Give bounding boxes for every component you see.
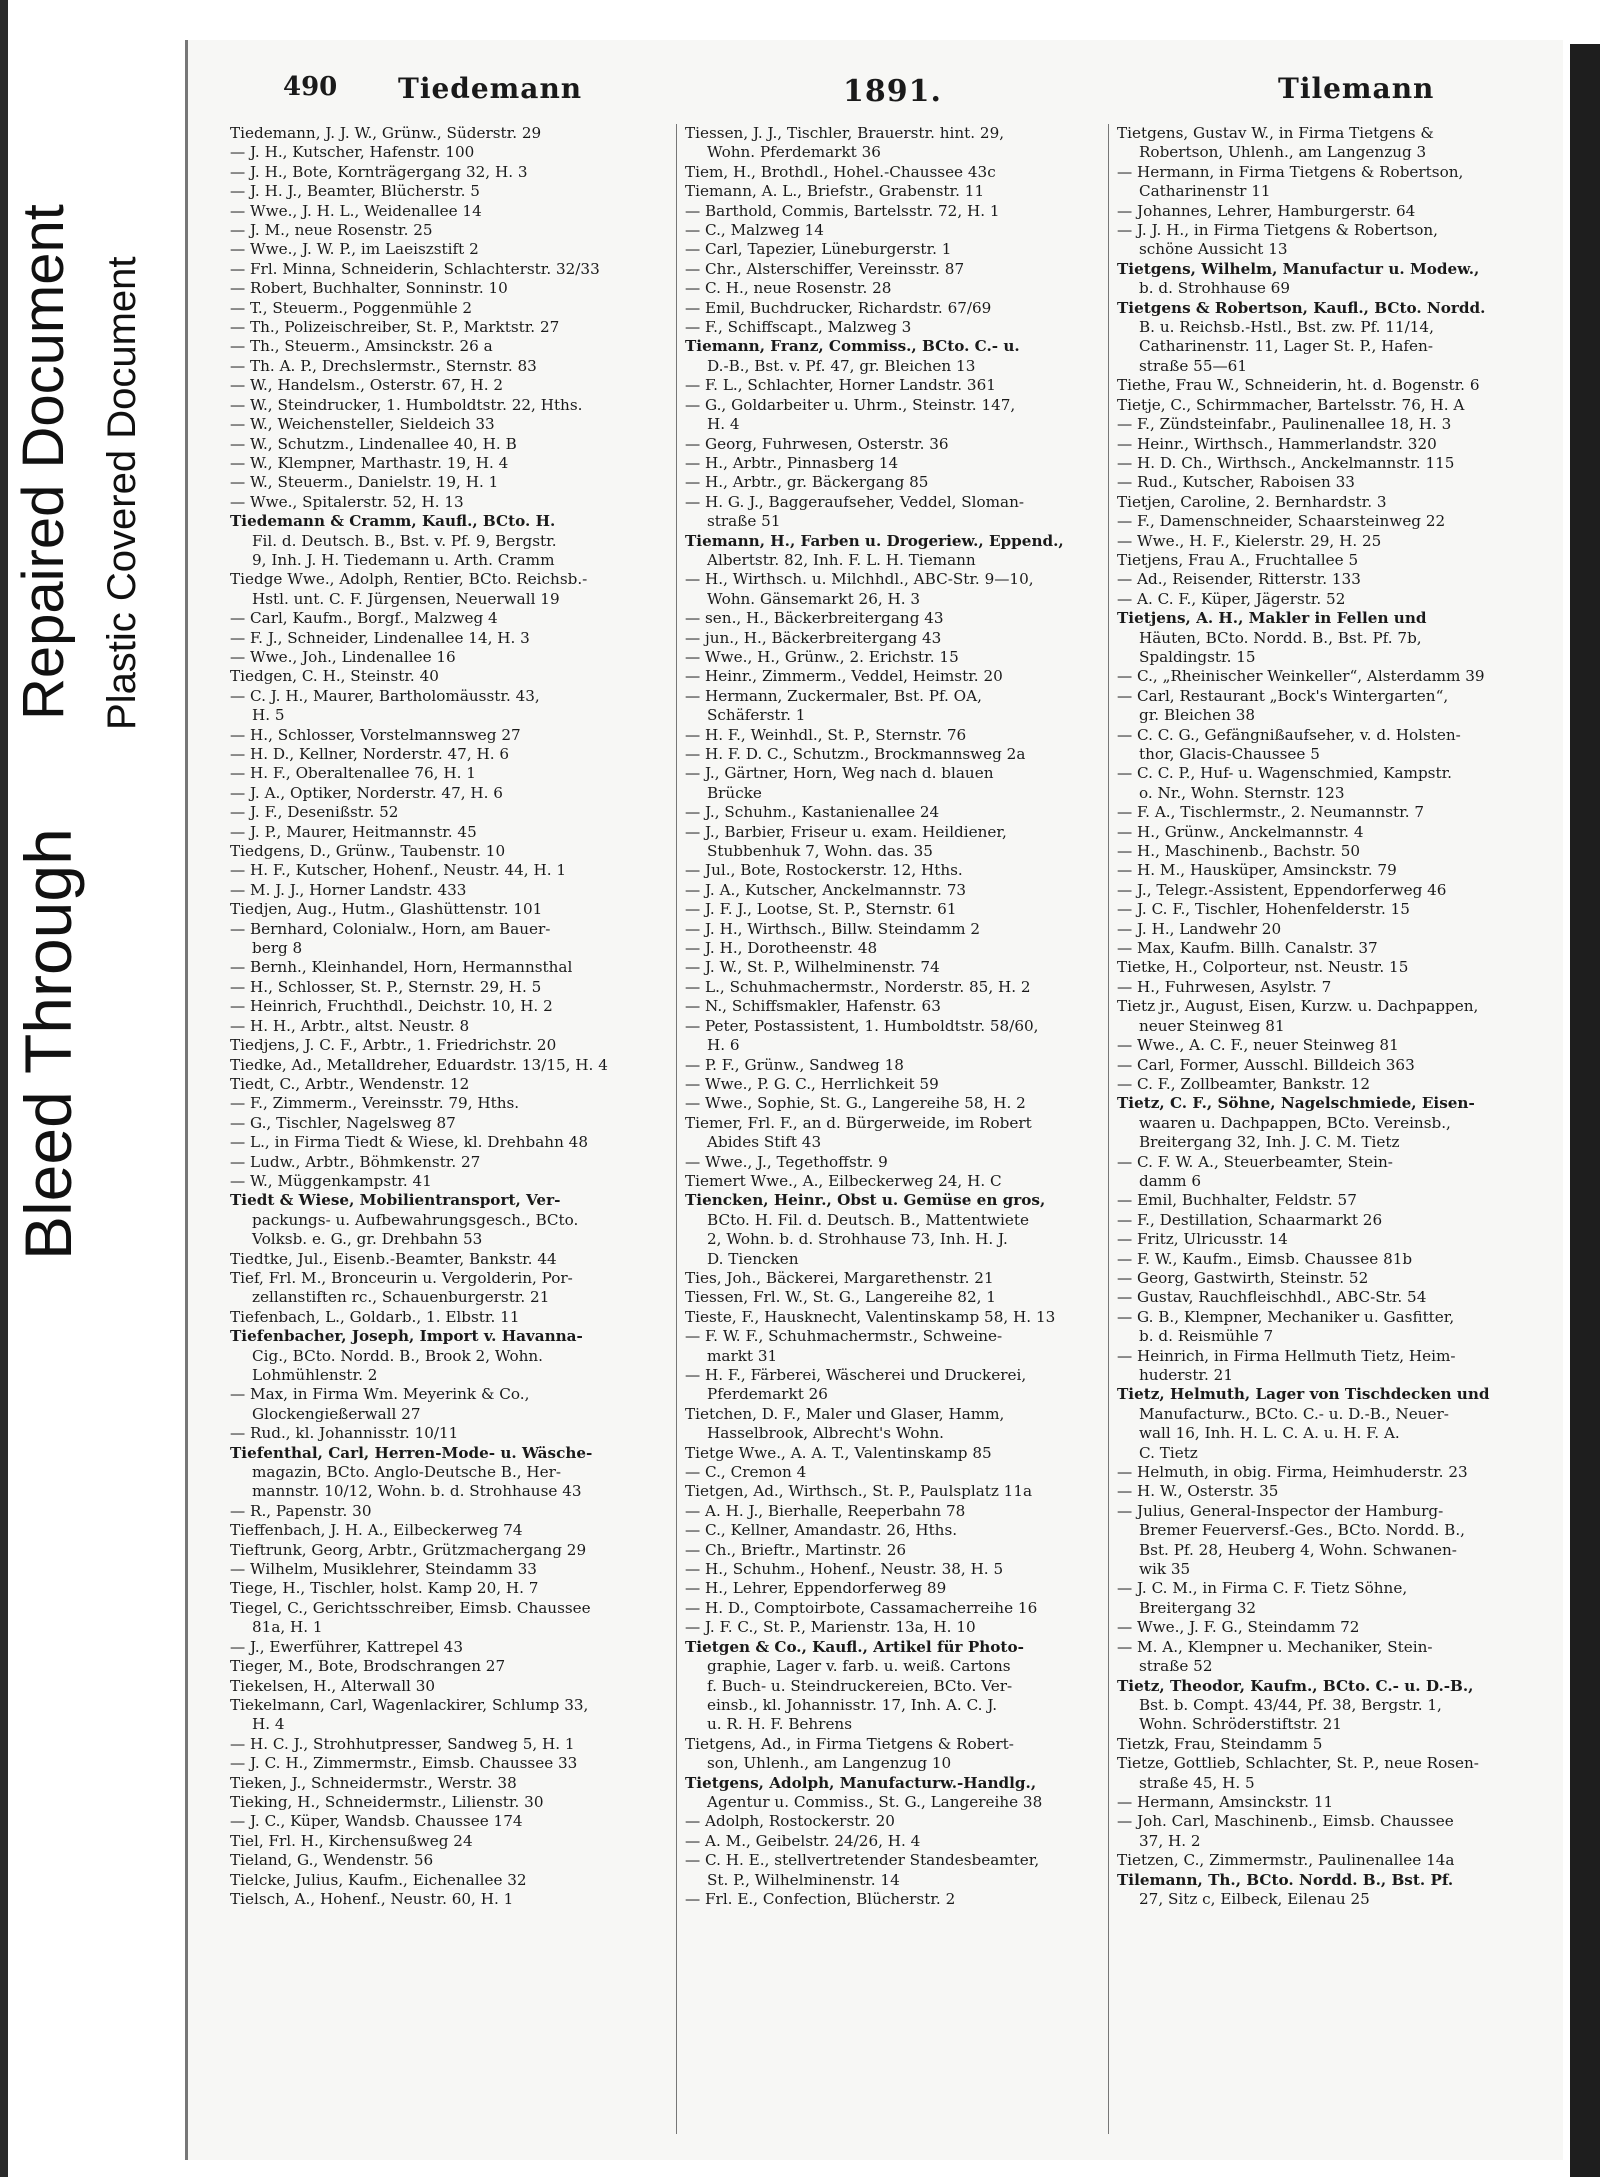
directory-entry-line: — G., Tischler, Nagelsweg 87 bbox=[230, 1113, 456, 1132]
directory-entry-line: D. Tiencken bbox=[707, 1249, 799, 1268]
directory-entry-line: Tietjen, Caroline, 2. Bernhardstr. 3 bbox=[1117, 492, 1387, 511]
directory-entry-line: straße 51 bbox=[707, 512, 781, 531]
directory-entry-line: — Max, in Firma Wm. Meyerink & Co., bbox=[230, 1385, 530, 1404]
directory-entry-line: — Peter, Postassistent, 1. Humboldtstr. 58/60, bbox=[685, 1016, 1039, 1035]
directory-entry-line: — Hermann, Zuckermaler, Bst. Pf. OA, bbox=[685, 686, 982, 705]
directory-entry-line: Tietgens, Wilhelm, Manufactur u. Modew., bbox=[1117, 259, 1480, 278]
directory-entry-line: — L., Schuhmachermstr., Norderstr. 85, H. 2 bbox=[685, 977, 1031, 996]
directory-entry-line: — C. F., Zollbeamter, Bankstr. 12 bbox=[1117, 1074, 1370, 1093]
directory-entry-line: — F. L., Schlachter, Horner Landstr. 361 bbox=[685, 376, 996, 395]
directory-entry-line: — Carl, Restaurant „Bock's Wintergarten“, bbox=[1117, 686, 1449, 705]
directory-entry-line: Tieking, H., Schneidermstr., Lilienstr. 30 bbox=[230, 1792, 544, 1811]
directory-entry-line: Tieland, G., Wendenstr. 56 bbox=[230, 1851, 434, 1870]
directory-entry-line: — H., Schuhm., Hohenf., Neustr. 38, H. 5 bbox=[685, 1560, 1004, 1579]
directory-entry-line: waaren u. Dachpappen, BCto. Vereinsb., bbox=[1139, 1113, 1451, 1132]
directory-page bbox=[185, 40, 1563, 2160]
directory-entry-line: — Rud., kl. Johannisstr. 10/11 bbox=[230, 1424, 459, 1443]
directory-entry-line: Tiem, H., Brothdl., Hohel.-Chaussee 43c bbox=[685, 162, 996, 181]
directory-entry-line: — Wwe., Spitalerstr. 52, H. 13 bbox=[230, 492, 464, 511]
directory-entry-line: Breitergang 32, Inh. J. C. M. Tietz bbox=[1139, 1133, 1400, 1152]
directory-entry-line: neuer Steinweg 81 bbox=[1139, 1016, 1285, 1035]
directory-entry-line: — jun., H., Bäckerbreitergang 43 bbox=[685, 628, 942, 647]
directory-entry-line: Tietgens & Robertson, Kaufl., BCto. Nordd. bbox=[1117, 298, 1486, 317]
header-right-catchword: Tilemann bbox=[1278, 72, 1435, 105]
directory-entry-line: — Jul., Bote, Rostockerstr. 12, Hths. bbox=[685, 861, 963, 880]
directory-entry-line: — J. M., neue Rosenstr. 25 bbox=[230, 221, 433, 240]
directory-entry-line: — Chr., Alsterschiffer, Vereinsstr. 87 bbox=[685, 259, 965, 278]
directory-entry-line: — H. F., Kutscher, Hohenf., Neustr. 44, H. 1 bbox=[230, 861, 567, 880]
directory-entry-line: — C. J. H., Maurer, Bartholomäusstr. 43, bbox=[230, 686, 540, 705]
directory-entry-line: Tiemert Wwe., A., Eilbeckerweg 24, H. C bbox=[685, 1171, 1002, 1190]
directory-entry-line: — Carl, Former, Ausschl. Billdeich 363 bbox=[1117, 1055, 1415, 1074]
directory-entry-line: Tietge Wwe., A. A. T., Valentinskamp 85 bbox=[685, 1443, 992, 1462]
directory-entry-line: Tietgens, Ad., in Firma Tietgens & Robert- bbox=[685, 1734, 1014, 1753]
directory-entry-line: — C. C. G., Gefängnißaufseher, v. d. Holsten- bbox=[1117, 725, 1461, 744]
directory-entry-line: Tilemann, Th., BCto. Nordd. B., Bst. Pf. bbox=[1117, 1870, 1454, 1889]
directory-entry-line: Pferdemarkt 26 bbox=[707, 1385, 828, 1404]
directory-entry-line: 27, Sitz c, Eilbeck, Eilenau 25 bbox=[1139, 1889, 1370, 1908]
directory-entry-line: Tietz, Helmuth, Lager von Tischdecken und bbox=[1117, 1385, 1490, 1404]
directory-entry-line: Tietje, C., Schirmmacher, Bartelsstr. 76, H. A bbox=[1117, 395, 1465, 414]
directory-entry-line: magazin, BCto. Anglo-Deutsche B., Her- bbox=[252, 1463, 562, 1482]
directory-entry-line: gr. Bleichen 38 bbox=[1139, 706, 1256, 725]
directory-entry-line: Robertson, Uhlenh., am Langenzug 3 bbox=[1139, 143, 1427, 162]
directory-entry-line: — J. W., St. P., Wilhelminenstr. 74 bbox=[685, 958, 940, 977]
directory-entry-line: — Hermann, in Firma Tietgens & Robertson, bbox=[1117, 162, 1464, 181]
directory-entry-line: — H. F., Färberei, Wäscherei und Druckerei, bbox=[685, 1366, 1027, 1384]
directory-entry-line: — Heinr., Zimmerm., Veddel, Heimstr. 20 bbox=[685, 667, 1003, 686]
directory-entry-line: BCto. H. Fil. d. Deutsch. B., Mattentwiete bbox=[707, 1210, 1029, 1229]
directory-entry-line: — Wwe., J. W. P., im Laeiszstift 2 bbox=[230, 240, 479, 259]
directory-entry-line: — P. F., Grünw., Sandweg 18 bbox=[685, 1055, 904, 1074]
column-3 bbox=[1108, 124, 1542, 2134]
directory-entry-line: — Georg, Gastwirth, Steinstr. 52 bbox=[1117, 1268, 1369, 1287]
directory-entry-line: — F. W. F., Schuhmachermstr., Schweine- bbox=[685, 1327, 1003, 1346]
directory-entry-line: — W., Steuerm., Danielstr. 19, H. 1 bbox=[230, 473, 499, 492]
directory-entry-line: Tiessen, Frl. W., St. G., Langereihe 82, 1 bbox=[685, 1288, 996, 1307]
directory-entry-line: — H., Arbtr., gr. Bäckergang 85 bbox=[685, 473, 929, 492]
directory-entry-line: f. Buch- u. Steindruckereien, BCto. Ver- bbox=[707, 1676, 1013, 1695]
directory-entry-line: Tiekelsen, H., Alterwall 30 bbox=[230, 1676, 436, 1695]
directory-entry-line: Tiedjens, J. C. F., Arbtr., 1. Friedrichstr. 20 bbox=[230, 1036, 557, 1055]
directory-entry-line: — Heinr., Wirthsch., Hammerlandstr. 320 bbox=[1117, 434, 1437, 453]
directory-entry-line: Bremer Feuerversf.-Ges., BCto. Nordd. B., bbox=[1139, 1521, 1465, 1540]
directory-entry-line: Tiegel, C., Gerichtsschreiber, Eimsb. Chaussee bbox=[230, 1598, 591, 1617]
directory-entry-line: — C. F. W. A., Steuerbeamter, Stein- bbox=[1117, 1152, 1393, 1171]
directory-entry-line: berg 8 bbox=[252, 939, 303, 958]
directory-entry-line: straße 45, H. 5 bbox=[1139, 1773, 1255, 1792]
directory-entry-line: Tiefenbacher, Joseph, Import v. Havanna- bbox=[230, 1327, 583, 1346]
directory-entry-line: — N., Schiffsmakler, Hafenstr. 63 bbox=[685, 997, 941, 1016]
directory-entry-line: — W., Handelsm., Osterstr. 67, H. 2 bbox=[230, 376, 504, 395]
directory-entry-line: — sen., H., Bäckerbreitergang 43 bbox=[685, 609, 944, 628]
directory-entry-line: — J., Ewerführer, Kattrepel 43 bbox=[230, 1637, 463, 1656]
directory-entry-line: Tiekelmann, Carl, Wagenlackirer, Schlump 33, bbox=[230, 1695, 589, 1714]
directory-entry-line: Tietgen & Co., Kaufl., Artikel für Photo- bbox=[685, 1637, 1024, 1656]
directory-entry-line: straße 52 bbox=[1139, 1657, 1213, 1676]
directory-entry-line: — Wwe., J. F. G., Steindamm 72 bbox=[1117, 1618, 1360, 1637]
directory-entry-line: — H., Schlosser, St. P., Sternstr. 29, H. 5 bbox=[230, 977, 542, 996]
directory-entry-line: — Heinrich, Fruchthdl., Deichstr. 10, H. 2 bbox=[230, 997, 553, 1016]
directory-entry-line: Tiel, Frl. H., Kirchensußweg 24 bbox=[230, 1831, 473, 1850]
directory-entry-line: — Carl, Tapezier, Lüneburgerstr. 1 bbox=[685, 240, 952, 259]
directory-entry-line: — H. C. J., Strohhutpresser, Sandweg 5, H. 1 bbox=[230, 1734, 575, 1753]
directory-entry-line: — H. W., Osterstr. 35 bbox=[1117, 1482, 1279, 1501]
directory-entry-line: — H. G. J., Baggeraufseher, Veddel, Sloman- bbox=[685, 492, 1024, 511]
directory-entry-line: — H., Lehrer, Eppendorferweg 89 bbox=[685, 1579, 947, 1598]
directory-entry-line: 81a, H. 1 bbox=[252, 1618, 323, 1637]
directory-entry-line: Tief, Frl. M., Bronceurin u. Vergolderin, Por- bbox=[230, 1268, 573, 1287]
directory-entry-line: — L., in Firma Tiedt & Wiese, kl. Drehbahn 48 bbox=[230, 1133, 589, 1152]
directory-entry-line: — J. C., Küper, Wandsb. Chaussee 174 bbox=[230, 1812, 523, 1831]
directory-entry-line: — R., Papenstr. 30 bbox=[230, 1501, 372, 1520]
directory-entry-line: — Th., Steuerm., Amsinckstr. 26 a bbox=[230, 337, 493, 356]
directory-entry-line: — Ludw., Arbtr., Böhmkenstr. 27 bbox=[230, 1152, 481, 1171]
page-number: 490 bbox=[283, 72, 338, 102]
label-bleed-through: Bleed Through bbox=[11, 828, 85, 1260]
directory-entry-line: — J. F., Desenißstr. 52 bbox=[230, 803, 399, 822]
directory-entry-line: — J. H., Landwehr 20 bbox=[1117, 919, 1282, 938]
directory-entry-line: — W., Schutzm., Lindenallee 40, H. B bbox=[230, 434, 517, 453]
directory-entry-line: — Ch., Brieftr., Martinstr. 26 bbox=[685, 1540, 907, 1559]
directory-entry-line: H. 6 bbox=[707, 1036, 740, 1055]
directory-entry-line: — F., Damenschneider, Schaarsteinweg 22 bbox=[1117, 512, 1446, 531]
directory-entry-line: — A. M., Geibelstr. 24/26, H. 4 bbox=[685, 1831, 921, 1850]
directory-entry-line: — F., Zimmerm., Vereinsstr. 79, Hths. bbox=[230, 1094, 520, 1113]
page-header bbox=[188, 68, 1563, 112]
directory-entry-line: markt 31 bbox=[707, 1346, 778, 1365]
directory-entry-line: Fil. d. Deutsch. B., Bst. v. Pf. 9, Bergstr. bbox=[252, 531, 557, 550]
directory-entry-line: Tietze, Gottlieb, Schlachter, St. P., neue Rosen- bbox=[1117, 1754, 1479, 1773]
directory-entry-line: b. d. Reismühle 7 bbox=[1139, 1327, 1274, 1346]
directory-entry-line: Tietgens, Gustav W., in Firma Tietgens & bbox=[1117, 124, 1434, 142]
label-plastic-covered-document: Plastic Covered Document bbox=[100, 256, 144, 730]
directory-entry-line: — Carl, Kaufm., Borgf., Malzweg 4 bbox=[230, 609, 498, 628]
directory-entry-line: — C. H., neue Rosenstr. 28 bbox=[685, 279, 892, 298]
directory-entry-line: — J. C. H., Zimmermstr., Eimsb. Chaussee 33 bbox=[230, 1754, 578, 1773]
directory-entry-line: St. P., Wilhelminenstr. 14 bbox=[707, 1870, 900, 1889]
directory-entry-line: — J. H., Dorotheenstr. 48 bbox=[685, 939, 878, 958]
directory-entry-line: Tiedtke, Jul., Eisenb.-Beamter, Bankstr. 44 bbox=[230, 1249, 557, 1268]
directory-entry-line: Lohmühlenstr. 2 bbox=[252, 1366, 378, 1384]
directory-entry-line: — A. H. J., Bierhalle, Reeperbahn 78 bbox=[685, 1501, 966, 1520]
directory-entry-line: — M. A., Klempner u. Mechaniker, Stein- bbox=[1117, 1637, 1433, 1656]
directory-entry-line: — H., Grünw., Anckelmannstr. 4 bbox=[1117, 822, 1364, 841]
directory-entry-line: Tieftrunk, Georg, Arbtr., Grützmachergang 29 bbox=[230, 1540, 587, 1559]
directory-entry-line: Tiemann, H., Farben u. Drogeriew., Eppend., bbox=[685, 531, 1064, 550]
directory-entry-line: Tielcke, Julius, Kaufm., Eichenallee 32 bbox=[230, 1870, 527, 1889]
directory-entry-line: Ties, Joh., Bäckerei, Margarethenstr. 21 bbox=[685, 1268, 994, 1287]
directory-entry-line: — H., Arbtr., Pinnasberg 14 bbox=[685, 453, 899, 472]
directory-entry-line: Tietjens, Frau A., Fruchtallee 5 bbox=[1117, 550, 1359, 569]
directory-entry-line: Tiemann, A. L., Briefstr., Grabenstr. 11 bbox=[685, 182, 985, 201]
directory-entry-line: — J. P., Maurer, Heitmannstr. 45 bbox=[230, 822, 477, 841]
directory-entry-line: Tietz, Theodor, Kaufm., BCto. C.- u. D.-B., bbox=[1117, 1676, 1474, 1695]
directory-entry-line: — J. F. J., Lootse, St. P., Sternstr. 61 bbox=[685, 900, 957, 919]
directory-entry-line: 9, Inh. J. H. Tiedemann u. Arth. Cramm bbox=[252, 550, 555, 569]
directory-entry-line: thor, Glacis-Chaussee 5 bbox=[1139, 745, 1320, 763]
directory-entry-line: — Wilhelm, Musiklehrer, Steindamm 33 bbox=[230, 1560, 537, 1579]
directory-entry-line: schöne Aussicht 13 bbox=[1139, 240, 1288, 259]
directory-entry-line: — H. D., Comptoirbote, Cassamacherreihe 16 bbox=[685, 1598, 1038, 1617]
directory-entry-line: Tietchen, D. F., Maler und Glaser, Hamm, bbox=[685, 1404, 1005, 1423]
directory-entry-line: Tietzk, Frau, Steindamm 5 bbox=[1117, 1734, 1323, 1753]
directory-entry-line: — W., Weichensteller, Sieldeich 33 bbox=[230, 415, 495, 434]
directory-entry-line: Stubbenhuk 7, Wohn. das. 35 bbox=[707, 842, 933, 861]
directory-entry-line: — Georg, Fuhrwesen, Osterstr. 36 bbox=[685, 434, 949, 453]
directory-entry-line: — Bernhard, Colonialw., Horn, am Bauer- bbox=[230, 919, 551, 938]
scan-edge-right-top bbox=[1570, 0, 1600, 44]
directory-entry-line: — J. A., Optiker, Norderstr. 47, H. 6 bbox=[230, 783, 503, 802]
directory-entry-line: huderstr. 21 bbox=[1139, 1366, 1234, 1384]
directory-entry-line: — Gustav, Rauchfleischhdl., ABC-Str. 54 bbox=[1117, 1288, 1427, 1307]
directory-entry-line: — J. H. J., Beamter, Blücherstr. 5 bbox=[230, 182, 480, 201]
directory-entry-line: b. d. Strohhause 69 bbox=[1139, 279, 1290, 298]
directory-entry-line: Tiedgen, C. H., Steinstr. 40 bbox=[230, 667, 439, 686]
directory-entry-line: — C. C. P., Huf- u. Wagenschmied, Kampstr. bbox=[1117, 764, 1452, 783]
directory-entry-line: — J., Barbier, Friseur u. exam. Heildiener, bbox=[685, 822, 1007, 841]
directory-entry-line: — J. C. M., in Firma C. F. Tietz Söhne, bbox=[1117, 1579, 1408, 1598]
directory-entry-line: u. R. H. F. Behrens bbox=[707, 1715, 853, 1734]
directory-entry-line: — J., Schuhm., Kastanienallee 24 bbox=[685, 803, 940, 822]
directory-entry-line: — M. J. J., Horner Landstr. 433 bbox=[230, 880, 467, 899]
directory-entry-line: — F., Zündsteinfabr., Paulinenallee 18, H. 3 bbox=[1117, 415, 1452, 434]
directory-entry-line: mannstr. 10/12, Wohn. b. d. Strohhause 43 bbox=[252, 1482, 582, 1501]
directory-entry-line: — J. A., Kutscher, Anckelmannstr. 73 bbox=[685, 880, 967, 899]
directory-entry-line: — W., Klempner, Marthastr. 19, H. 4 bbox=[230, 453, 509, 472]
directory-entry-line: 37, H. 2 bbox=[1139, 1831, 1201, 1850]
directory-entry-line: — J. H., Kutscher, Hafenstr. 100 bbox=[230, 143, 475, 162]
directory-entry-line: Tiedge Wwe., Adolph, Rentier, BCto. Reichsb.- bbox=[230, 570, 588, 589]
directory-entry-line: — J. H., Bote, Kornträgergang 32, H. 3 bbox=[230, 162, 528, 181]
directory-entry-line: Tiessen, J. J., Tischler, Brauerstr. hint. 29, bbox=[685, 124, 1005, 142]
directory-entry-line: — Johannes, Lehrer, Hamburgerstr. 64 bbox=[1117, 201, 1416, 220]
directory-entry-line: Manufacturw., BCto. C.- u. D.-B., Neuer- bbox=[1139, 1404, 1449, 1423]
directory-entry-line: wall 16, Inh. H. L. C. A. u. H. F. A. bbox=[1139, 1424, 1400, 1443]
directory-entry-line: — H., Fuhrwesen, Asylstr. 7 bbox=[1117, 977, 1332, 996]
directory-entry-line: Tiedgens, D., Grünw., Taubenstr. 10 bbox=[230, 842, 506, 861]
directory-entry-line: Tieken, J., Schneidermstr., Werstr. 38 bbox=[230, 1773, 517, 1792]
directory-entry-line: Tiedt, C., Arbtr., Wendenstr. 12 bbox=[230, 1074, 470, 1093]
label-repaired-document: Repaired Document bbox=[11, 204, 76, 720]
directory-entry-line: Wohn. Pferdemarkt 36 bbox=[707, 143, 881, 162]
directory-entry-line: Tietz, C. F., Söhne, Nagelschmiede, Eisen- bbox=[1117, 1094, 1475, 1113]
directory-entry-line: son, Uhlenh., am Langenzug 10 bbox=[707, 1754, 952, 1773]
directory-entry-line: Tiemer, Frl. F., an d. Bürgerweide, im Robert bbox=[685, 1113, 1032, 1132]
scan-edge-right bbox=[1570, 44, 1600, 2177]
directory-entry-line: — Wwe., H., Grünw., 2. Erichstr. 15 bbox=[685, 647, 959, 666]
directory-entry-line: — F., Schiffscapt., Malzweg 3 bbox=[685, 318, 912, 337]
directory-entry-line: — Wwe., A. C. F., neuer Steinweg 81 bbox=[1117, 1036, 1399, 1055]
directory-entry-line: — Heinrich, in Firma Hellmuth Tietz, Heim- bbox=[1117, 1346, 1456, 1365]
directory-entry-line: — G. B., Klempner, Mechaniker u. Gasfitter, bbox=[1117, 1307, 1455, 1326]
directory-entry-line: — C. H. E., stellvertretender Standesbeamter, bbox=[685, 1851, 1040, 1870]
directory-entry-line: zellanstiften rc., Schauenburgerstr. 21 bbox=[252, 1288, 550, 1307]
directory-entry-line: — H., Wirthsch. u. Milchhdl., ABC-Str. 9—10, bbox=[685, 570, 1034, 589]
directory-entry-line: — H., Schlosser, Vorstelmannsweg 27 bbox=[230, 725, 521, 744]
directory-entry-line: — G., Goldarbeiter u. Uhrm., Steinstr. 147, bbox=[685, 395, 1016, 414]
directory-entry-line: graphie, Lager v. farb. u. weiß. Cartons bbox=[707, 1657, 1011, 1676]
directory-entry-line: Bst. b. Compt. 43/44, Pf. 38, Bergstr. 1, bbox=[1139, 1695, 1442, 1714]
directory-entry-line: — Wwe., H. F., Kielerstr. 29, H. 25 bbox=[1117, 531, 1382, 550]
directory-entry-line: straße 55—61 bbox=[1139, 356, 1248, 375]
directory-entry-line: — F. W., Kaufm., Eimsb. Chaussee 81b bbox=[1117, 1249, 1413, 1268]
directory-entry-line: — H. F., Oberaltenallee 76, H. 1 bbox=[230, 764, 476, 783]
directory-entry-line: Tiege, H., Tischler, holst. Kamp 20, H. 7 bbox=[230, 1579, 539, 1598]
directory-entry-line: Catharinenstr. 11, Lager St. P., Hafen- bbox=[1139, 337, 1433, 356]
directory-entry-line: — J. F. C., St. P., Marienstr. 13a, H. 10 bbox=[685, 1618, 976, 1637]
directory-entry-line: — J., Gärtner, Horn, Weg nach d. blauen bbox=[685, 764, 994, 783]
directory-entry-line: — Julius, General-Inspector der Hamburg- bbox=[1117, 1501, 1444, 1520]
directory-entry-line: — W., Steindrucker, 1. Humboldtstr. 22, Hths. bbox=[230, 395, 583, 414]
directory-entry-line: — Hermann, Amsinckstr. 11 bbox=[1117, 1792, 1334, 1811]
directory-entry-line: — J. J. H., in Firma Tietgens & Robertson, bbox=[1117, 221, 1439, 240]
directory-entry-line: Albertstr. 82, Inh. F. L. H. Tiemann bbox=[707, 550, 976, 569]
directory-entry-line: — Wwe., J. H. L., Weidenallee 14 bbox=[230, 201, 482, 220]
directory-entry-line: Tieffenbach, J. H. A., Eilbeckerweg 74 bbox=[230, 1521, 523, 1540]
directory-entry-line: Tiedjen, Aug., Hutm., Glashüttenstr. 101 bbox=[230, 900, 543, 919]
directory-entry-line: Tietgen, Ad., Wirthsch., St. P., Paulsplatz 11a bbox=[685, 1482, 1033, 1501]
directory-entry-line: Tiedemann & Cramm, Kaufl., BCto. H. bbox=[230, 512, 556, 531]
directory-entry-line: — H. M., Hausküper, Amsinckstr. 79 bbox=[1117, 861, 1397, 880]
directory-entry-line: H. 5 bbox=[252, 706, 285, 725]
directory-entry-line: — C., Malzweg 14 bbox=[685, 221, 824, 240]
directory-entry-line: Hasselbrook, Albrecht's Wohn. bbox=[707, 1424, 944, 1443]
directory-entry-line: — H. F. D. C., Schutzm., Brockmannsweg 2a bbox=[685, 745, 1026, 763]
directory-entry-line: H. 4 bbox=[252, 1715, 285, 1734]
directory-entry-line: — C., „Rheinischer Weinkeller“, Alsterdamm 39 bbox=[1117, 667, 1485, 686]
directory-entry-line: — Helmuth, in obig. Firma, Heimhuderstr. 23 bbox=[1117, 1463, 1468, 1482]
directory-entry-line: Tiedt & Wiese, Mobilientransport, Ver- bbox=[230, 1191, 561, 1210]
directory-entry-line: — Max, Kaufm. Billh. Canalstr. 37 bbox=[1117, 939, 1378, 958]
directory-entry-line: wik 35 bbox=[1139, 1560, 1191, 1579]
directory-entry-line: Tietzen, C., Zimmermstr., Paulinenallee 14a bbox=[1117, 1851, 1455, 1870]
directory-entry-line: D.-B., Bst. v. Pf. 47, gr. Bleichen 13 bbox=[707, 356, 976, 375]
directory-entry-line: Breitergang 32 bbox=[1139, 1598, 1257, 1617]
directory-entry-line: 2, Wohn. b. d. Strohhause 73, Inh. H. J. bbox=[707, 1230, 1008, 1249]
directory-entry-line: — Fritz, Ulricusstr. 14 bbox=[1117, 1230, 1288, 1249]
directory-entry-line: Tiethe, Frau W., Schneiderin, ht. d. Bogenstr. 6 bbox=[1117, 376, 1480, 395]
directory-entry-line: — W., Müggenkampstr. 41 bbox=[230, 1171, 432, 1190]
column-2 bbox=[676, 124, 1100, 2134]
directory-entry-line: — Emil, Buchdrucker, Richardstr. 67/69 bbox=[685, 298, 992, 317]
header-year: 1891. bbox=[843, 74, 942, 109]
directory-entry-line: — T., Steuerm., Poggenmühle 2 bbox=[230, 298, 473, 317]
directory-entry-line: Tiedke, Ad., Metalldreher, Eduardstr. 13/15, H. 4 bbox=[230, 1055, 608, 1074]
directory-entry-line: Tiencken, Heinr., Obst u. Gemüse en gros, bbox=[685, 1191, 1046, 1210]
directory-entry-line: Tietjens, A. H., Makler in Fellen und bbox=[1117, 609, 1427, 628]
directory-entry-line: — H. D. Ch., Wirthsch., Anckelmannstr. 115 bbox=[1117, 453, 1455, 472]
directory-entry-line: C. Tietz bbox=[1139, 1443, 1198, 1462]
directory-entry-line: — Ad., Reisender, Ritterstr. 133 bbox=[1117, 570, 1361, 589]
directory-entry-line: Hstl. unt. C. F. Jürgensen, Neuerwall 19 bbox=[252, 589, 560, 608]
directory-entry-line: Spaldingstr. 15 bbox=[1139, 647, 1256, 666]
directory-entry-line: Catharinenstr 11 bbox=[1139, 182, 1271, 201]
directory-entry-line: — Frl. Minna, Schneiderin, Schlachterstr. 32/33 bbox=[230, 259, 600, 278]
directory-entry-line: — Wwe., Joh., Lindenallee 16 bbox=[230, 647, 456, 666]
directory-entry-line: Tietz jr., August, Eisen, Kurzw. u. Dachpappen, bbox=[1117, 997, 1479, 1016]
column-1 bbox=[230, 124, 655, 1909]
directory-entry-line: — Frl. E., Confection, Blücherstr. 2 bbox=[685, 1889, 956, 1908]
directory-entry-line: Tiemann, Franz, Commiss., BCto. C.- u. bbox=[685, 337, 1020, 356]
directory-entry-line: — A. C. F., Küper, Jägerstr. 52 bbox=[1117, 589, 1346, 608]
directory-entry-line: — Th., Polizeischreiber, St. P., Marktstr. 27 bbox=[230, 318, 560, 337]
directory-entry-line: — F., Destillation, Schaarmarkt 26 bbox=[1117, 1210, 1383, 1229]
directory-entry-line: Abides Stift 43 bbox=[707, 1133, 822, 1152]
directory-entry-line: — Joh. Carl, Maschinenb., Eimsb. Chaussee bbox=[1117, 1812, 1454, 1831]
directory-entry-line: — Bernh., Kleinhandel, Horn, Hermannsthal bbox=[230, 958, 573, 977]
directory-entry-line: — J. H., Wirthsch., Billw. Steindamm 2 bbox=[685, 919, 981, 938]
directory-entry-line: Cig., BCto. Nordd. B., Brook 2, Wohn. bbox=[252, 1346, 543, 1365]
header-left-catchword: Tiedemann bbox=[398, 72, 583, 105]
directory-entry-line: — C., Kellner, Amandastr. 26, Hths. bbox=[685, 1521, 958, 1540]
directory-entry-line: — Barthold, Commis, Bartelsstr. 72, H. 1 bbox=[685, 201, 1000, 220]
directory-entry-line: Wohn. Schröderstiftstr. 21 bbox=[1139, 1715, 1342, 1734]
directory-entry-line: Tiefenbach, L., Goldarb., 1. Elbstr. 11 bbox=[230, 1307, 520, 1326]
directory-entry-line: Tieste, F., Hausknecht, Valentinskamp 58, H. 13 bbox=[685, 1307, 1056, 1326]
directory-entry-line: — Robert, Buchhalter, Sonninstr. 10 bbox=[230, 279, 508, 298]
directory-entry-line: — H. F., Weinhdl., St. P., Sternstr. 76 bbox=[685, 725, 967, 744]
directory-entry-line: Schäferstr. 1 bbox=[707, 706, 806, 725]
directory-entry-line: — Wwe., Sophie, St. G., Langereihe 58, H. 2 bbox=[685, 1094, 1026, 1113]
directory-entry-line: Tielsch, A., Hohenf., Neustr. 60, H. 1 bbox=[230, 1889, 514, 1908]
directory-entry-line: — Wwe., J., Tegethoffstr. 9 bbox=[685, 1152, 888, 1171]
directory-entry-line: — J., Telegr.-Assistent, Eppendorferweg 46 bbox=[1117, 880, 1447, 899]
directory-entry-line: einsb., kl. Johannisstr. 17, Inh. A. C. J. bbox=[707, 1695, 998, 1714]
directory-entry-line: Tiedemann, J. J. W., Grünw., Süderstr. 29 bbox=[230, 124, 542, 142]
directory-entry-line: Volksb. e. G., gr. Drehbahn 53 bbox=[252, 1230, 483, 1249]
directory-entry-line: — Emil, Buchhalter, Feldstr. 57 bbox=[1117, 1191, 1357, 1210]
directory-entry-line: — J. C. F., Tischler, Hohenfelderstr. 15 bbox=[1117, 900, 1410, 919]
directory-entry-line: — H. H., Arbtr., altst. Neustr. 8 bbox=[230, 1016, 470, 1035]
directory-entry-line: Bst. Pf. 28, Heuberg 4, Wohn. Schwanen- bbox=[1139, 1540, 1457, 1559]
directory-entry-line: Wohn. Gänsemarkt 26, H. 3 bbox=[707, 589, 921, 608]
directory-entry-line: o. Nr., Wohn. Sternstr. 123 bbox=[1139, 783, 1345, 802]
directory-entry-line: Tietgens, Adolph, Manufacturw.-Handlg., bbox=[685, 1773, 1037, 1792]
directory-entry-line: Tietke, H., Colporteur, nst. Neustr. 15 bbox=[1117, 958, 1409, 977]
directory-entry-line: B. u. Reichsb.-Hstl., Bst. zw. Pf. 11/14, bbox=[1139, 318, 1434, 337]
directory-entry-line: Agentur u. Commiss., St. G., Langereihe 38 bbox=[707, 1792, 1043, 1811]
directory-entry-line: Häuten, BCto. Nordd. B., Bst. Pf. 7b, bbox=[1139, 628, 1422, 647]
directory-entry-line: — F. A., Tischlermstr., 2. Neumannstr. 7 bbox=[1117, 803, 1425, 822]
directory-entry-line: damm 6 bbox=[1139, 1171, 1202, 1190]
directory-entry-line: Glockengießerwall 27 bbox=[252, 1404, 421, 1423]
directory-entry-line: — Rud., Kutscher, Raboisen 33 bbox=[1117, 473, 1355, 492]
directory-entry-line: — Wwe., P. G. C., Herrlichkeit 59 bbox=[685, 1074, 939, 1093]
directory-entry-line: Tieger, M., Bote, Brodschrangen 27 bbox=[230, 1657, 506, 1676]
directory-entry-line: — F. J., Schneider, Lindenallee 14, H. 3 bbox=[230, 628, 530, 647]
directory-entry-line: Brücke bbox=[707, 783, 762, 802]
directory-entry-line: — Adolph, Rostockerstr. 20 bbox=[685, 1812, 895, 1831]
directory-entry-line: — Th. A. P., Drechslermstr., Sternstr. 83 bbox=[230, 356, 537, 375]
directory-entry-line: Tiefenthal, Carl, Herren-Mode- u. Wäsche- bbox=[230, 1443, 593, 1462]
directory-entry-line: H. 4 bbox=[707, 415, 740, 434]
directory-entry-line: — C., Cremon 4 bbox=[685, 1463, 807, 1482]
directory-entry-line: packungs- u. Aufbewahrungsgesch., BCto. bbox=[252, 1210, 579, 1229]
directory-entry-line: — H. D., Kellner, Norderstr. 47, H. 6 bbox=[230, 745, 510, 763]
side-labels bbox=[0, 0, 180, 2177]
directory-entry-line: — H., Maschinenb., Bachstr. 50 bbox=[1117, 842, 1361, 861]
